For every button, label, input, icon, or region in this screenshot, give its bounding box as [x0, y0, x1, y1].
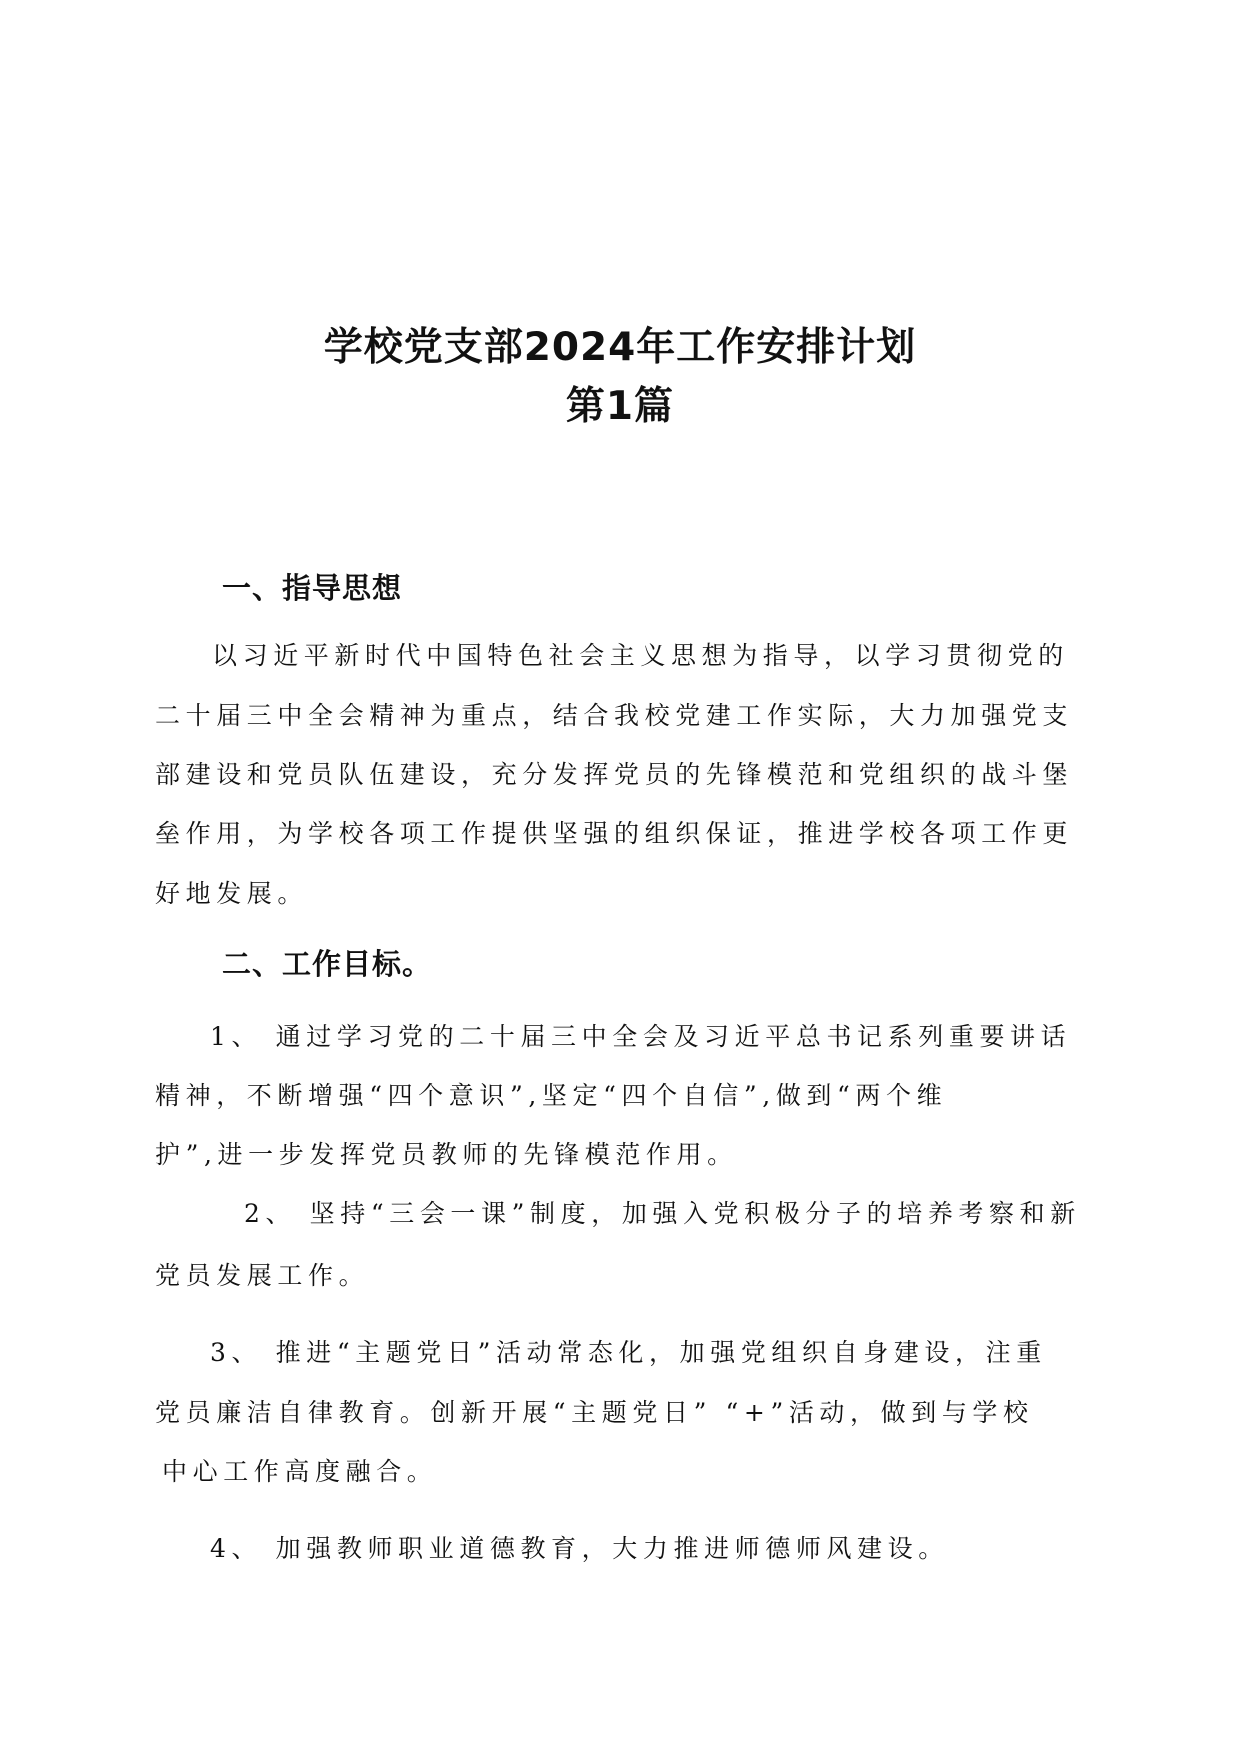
paragraph-line: 以习近平新时代中国特色社会主义思想为指导，以学习贯彻党的	[212, 641, 1069, 670]
list-item-line: 2、 坚持“三会一课”制度，加强入党积极分子的培养考察和新	[244, 1199, 1081, 1228]
list-item-line: 党员发展工作。	[155, 1261, 370, 1290]
list-item-line: 护”,进一步发挥党员教师的先锋模范作用。	[155, 1140, 738, 1169]
list-item-line: 精神，不断增强“四个意识”,坚定“四个自信”,做到“两个维	[155, 1081, 948, 1110]
paragraph-line: 好地发展。	[155, 879, 309, 908]
document-title: 学校党支部2024年工作安排计划	[323, 325, 917, 370]
paragraph-line: 垒作用，为学校各项工作提供坚强的组织保证，推进学校各项工作更	[155, 819, 1074, 848]
document-subtitle: 第1篇	[565, 384, 675, 429]
paragraph-line: 二十届三中全会精神为重点，结合我校党建工作实际，大力加强党支	[155, 701, 1074, 730]
list-item-line: 3、 推进“主题党日”活动常态化，加强党组织自身建设，注重	[210, 1338, 1047, 1367]
section-heading-work-goals: 二、工作目标。	[222, 947, 433, 981]
list-item-line: 1、 通过学习党的二十届三中全会及习近平总书记系列重要讲话	[210, 1022, 1072, 1051]
paragraph-line: 部建设和党员队伍建设，充分发挥党员的先锋模范和党组织的战斗堡	[155, 760, 1074, 789]
list-item-line: 4、 加强教师职业道德教育，大力推进师德师风建设。	[210, 1534, 949, 1563]
list-item-line: 党员廉洁自律教育。创新开展“主题党日” “+”活动，做到与学校	[155, 1398, 1034, 1427]
list-item-line: 中心工作高度融合。	[162, 1457, 438, 1486]
section-heading-guiding-ideology: 一、指导思想	[222, 571, 403, 605]
